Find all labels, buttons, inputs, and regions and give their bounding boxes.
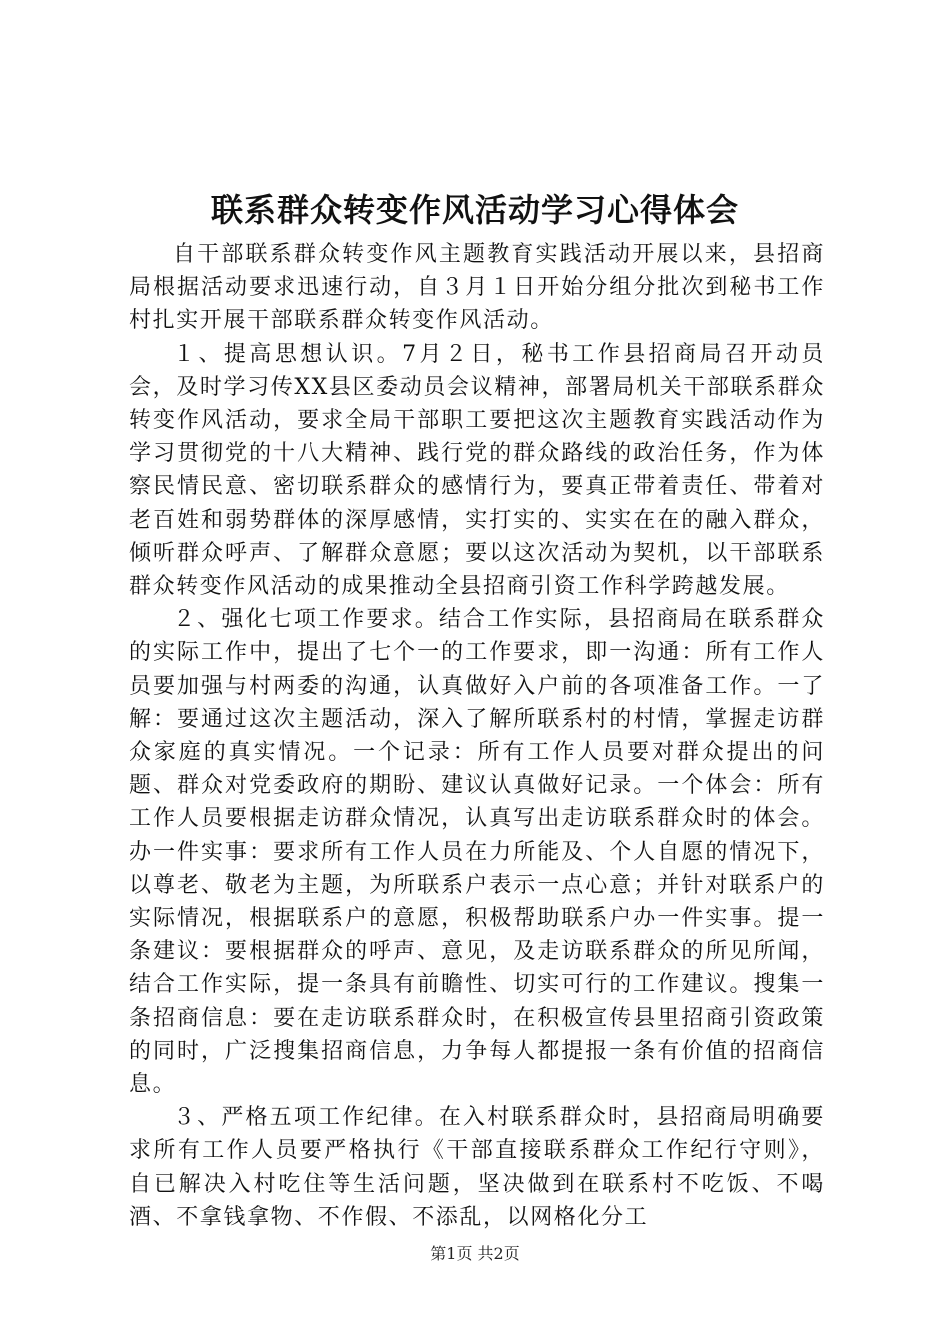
paragraph-2-seven-requirements: ２、强化七项工作要求。结合工作实际，县招商局在联系群众的实际工作中，提出了七个一的工作要求，即一沟通：所有工作人员要加强与村两委的沟通，认真做好入户前的各项准备工作。一了解：要通过这次主题活动，深入了解所联系村的村情，掌握走访群众家庭的真实情况。一个记录：所有工作人员要对群众提出的问题、群众对党委政府的期盼、建议认真做好记录。一个体会：所有工作人员要根据走访群众情况，认真写出走访联系群众时的体会。办一件实事：要求所有工作人员在力所能及、个人自愿的情况下，以尊老、敬老为主题，为所联系户表示一点心意；并针对联系户的实际情况，根据联系户的意愿，积极帮助联系户办一件实事。提一条建议：要根据群众的呼声、意见，及走访联系群众的所见所闻，结合工作实际，提一条具有前瞻性、切实可行的工作建议。搜集一条招商信息：要在走访联系群众时，在积极宣传县里招商引资政策的同时，广泛搜集招商信息，力争每人都提报一条有价值的招商信息。	[129, 607, 825, 1098]
document-body	[129, 238, 825, 1234]
document-title: 联系群众转变作风活动学习心得体会	[210, 191, 739, 229]
paragraph-1-raise-awareness: １、提高思想认识。7月２日，秘书工作县招商局召开动员会，及时学习传XX县区委动员会议精神，部署局机关干部联系群众转变作风活动，要求全局干部职工要把这次主题教育实践活动作为学习贯彻党的十八大精神、践行党的群众路线的政治任务，作为体察民情民意、密切联系群众的感情行为，要真正带着责任、带着对老百姓和弱势群体的深厚感情，实打实的、实实在在的融入群众，倾听群众呼声、了解群众意愿；要以这次活动为契机，以干部联系群众转变作风活动的成果推动全县招商引资工作科学跨越发展。	[129, 341, 825, 600]
paragraph-intro: 自干部联系群众转变作风主题教育实践活动开展以来，县招商局根据活动要求迅速行动，自３月１日开始分组分批次到秘书工作村扎实开展干部联系群众转变作风活动。	[129, 242, 825, 334]
paragraph-3-five-disciplines: ３、严格五项工作纪律。在入村联系群众时，县招商局明确要求所有工作人员要严格执行《干部直接联系群众工作纪行守则》，自已解决入村吃住等生活问题，坚决做到在联系村不吃饭、不喝酒、不拿钱拿物、不作假、不添乱，以网格化分工	[129, 1105, 825, 1230]
page-footer: 第1页 共2页	[430, 1244, 520, 1263]
